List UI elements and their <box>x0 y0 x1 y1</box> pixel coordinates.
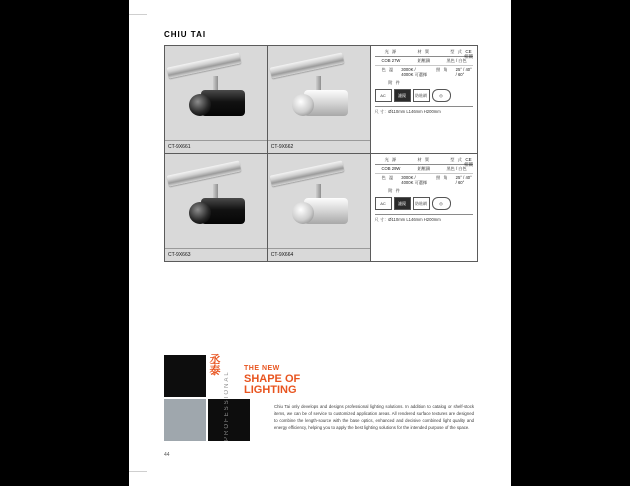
accessory-chip-group <box>375 89 473 102</box>
spec-label-cct: 色 溫 <box>381 175 395 180</box>
spec-value-material: 鋁壓鑄 <box>417 166 431 171</box>
spec-label-beam: 照 角 <box>436 67 449 72</box>
headline-line-2: SHAPE OF <box>244 373 301 385</box>
accessory-chip: 濾鏡 <box>394 197 411 210</box>
lamp-drawing-black <box>165 154 267 248</box>
spec-header: 型 式 <box>450 49 463 54</box>
spec-dimensions: 尺 寸：Ø110mm L146mm H200mm <box>375 106 473 115</box>
product-image-cell <box>165 46 268 153</box>
spec-label-accessories: 附 件 <box>388 188 401 193</box>
spec-value-source: COB 27W <box>381 58 401 63</box>
spec-color-temp-row <box>375 66 473 79</box>
spec-dimensions: 尺 寸：Ø110mm L146mm H200mm <box>375 214 473 223</box>
product-code: CT-9X663 <box>165 248 267 261</box>
product-image-cell <box>165 154 268 261</box>
headline <box>244 363 300 396</box>
table-row <box>165 154 477 261</box>
spec-label-accessories: 附 件 <box>388 80 401 85</box>
lamp-drawing-black <box>165 46 267 140</box>
crop-mark-top-left <box>129 0 147 15</box>
certification-badge: CE 相關 <box>463 49 473 59</box>
spec-accessory-row <box>375 79 473 87</box>
spec-header: 光 源 <box>384 157 398 162</box>
accessory-chip: 防眩網 <box>413 89 430 102</box>
brand-vertical-label: PROFESSIONAL <box>224 370 230 441</box>
spec-value-beam: 25° / 40° / 60° <box>455 175 472 185</box>
product-image-cell <box>268 154 371 261</box>
spec-header: 光 源 <box>384 49 398 54</box>
product-table <box>164 45 478 262</box>
table-row <box>165 46 477 154</box>
spec-value-type: 黑色 / 白色 <box>446 166 467 171</box>
spec-header-row <box>375 157 473 165</box>
page-brand <box>164 30 206 39</box>
page-number: 44 <box>164 452 170 458</box>
spec-label-cct: 色 溫 <box>381 67 395 72</box>
product-code: CT-9X662 <box>268 140 370 153</box>
accessory-icon: ◎ <box>432 197 451 210</box>
product-image-cell <box>268 46 371 153</box>
product-code: CT-9X661 <box>165 140 267 153</box>
accessory-chip: 濾鏡 <box>394 89 411 102</box>
product-code: CT-9X664 <box>268 248 370 261</box>
spec-value-beam: 25° / 40° / 60° <box>455 67 472 77</box>
crop-mark-bottom-left <box>129 471 147 486</box>
lamp-drawing-white <box>268 46 370 140</box>
headline-line-1: THE NEW <box>244 365 280 372</box>
brand-name: CHIU TAI <box>164 30 207 39</box>
spec-header: 材 質 <box>417 157 431 162</box>
spec-value-material: 鋁壓鑄 <box>417 58 431 63</box>
accessory-chip: AC <box>375 89 392 102</box>
spec-color-temp-row <box>375 174 473 187</box>
spec-value-row <box>375 57 473 66</box>
color-swatch-black <box>164 355 206 397</box>
brand-vertical-cn: 丞泰 <box>209 354 221 377</box>
spec-label-beam: 照 角 <box>436 175 449 180</box>
spec-cell <box>371 154 477 261</box>
headline-line-3: LIGHTING <box>244 384 297 396</box>
spec-value-cct: 3000K / 4000K 可選擇 <box>401 67 428 77</box>
certification-badge: CE 相關 <box>463 157 473 167</box>
spec-header: 材 質 <box>417 49 431 54</box>
accessory-icon: ◎ <box>432 89 451 102</box>
spec-accessory-row <box>375 187 473 195</box>
spec-value-type: 黑色 / 白色 <box>446 58 467 63</box>
accessory-chip: 防眩網 <box>413 197 430 210</box>
body-paragraph: Chiu Tai only develops and designs professional lighting solutions. In addition to catalog or shelf-stock items, we can be of service to customized application areas. All rendered surface textures are designed to combine the length-source with the base optics, enhanced and decisive combined light quality and energy efficiency, helping you to apply the best lighting solutions for the intended purpose of the space. <box>274 404 474 430</box>
lamp-drawing-white <box>268 154 370 248</box>
spec-cell <box>371 46 477 153</box>
accessory-chip: AC <box>375 197 392 210</box>
catalog-page <box>129 0 511 486</box>
spec-header-row <box>375 49 473 57</box>
brand-block <box>164 355 476 443</box>
spec-value-cct: 3000K / 4000K 可選擇 <box>401 175 428 185</box>
spec-value-row <box>375 165 473 174</box>
spec-value-source: COB 29W <box>381 166 401 171</box>
color-swatch-grey <box>164 399 206 441</box>
spec-header: 型 式 <box>450 157 463 162</box>
accessory-chip-group <box>375 197 473 210</box>
